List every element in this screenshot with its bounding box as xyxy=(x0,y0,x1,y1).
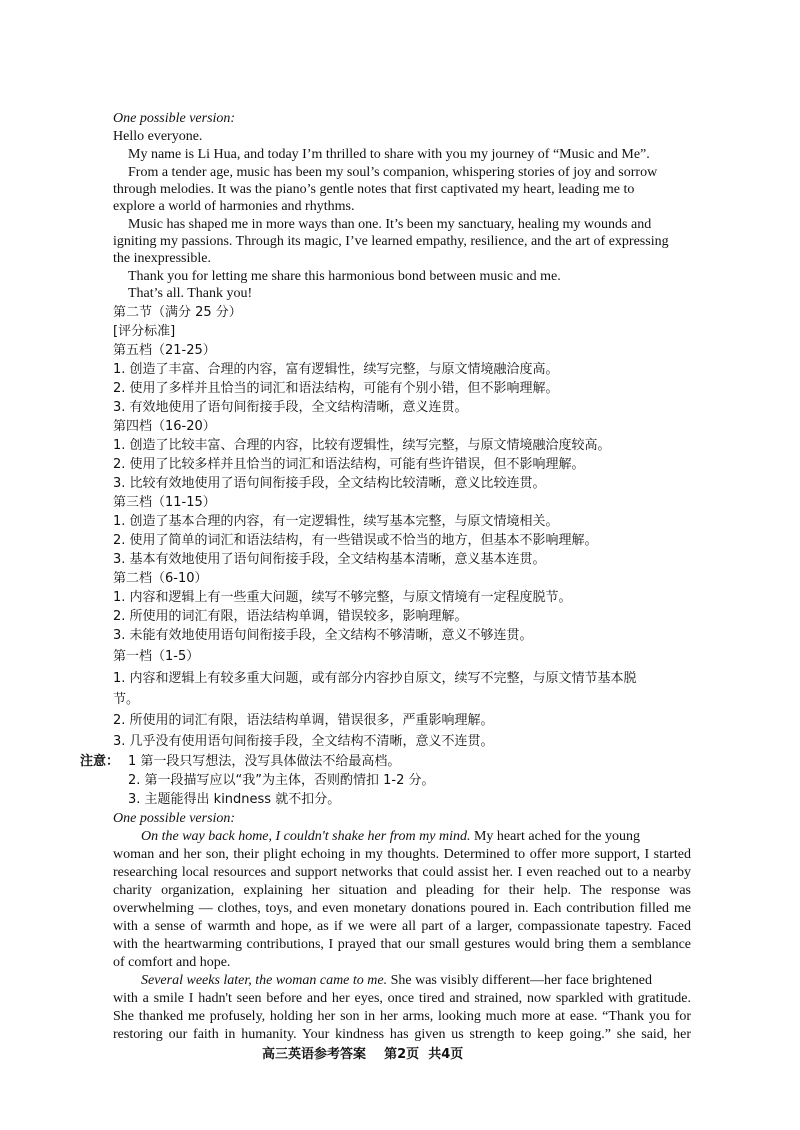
criteria-item: 2. 所使用的词汇有限，语法结构单调，错误很多，严重影响理解。 xyxy=(113,713,494,728)
criteria-item: 3. 比较有效地使用了语句间衔接手段，全文结构比较清晰，意义比较连贯。 xyxy=(113,476,546,491)
p2-lead-sentence: Several weeks later, the woman came to me. xyxy=(141,973,388,988)
criteria-item: 2. 使用了多样并且恰当的词汇和语法结构，可能有个别小错，但不影响理解。 xyxy=(113,381,559,396)
criteria-item: 1. 内容和逻辑上有一些重大问题，续写不够完整，与原文情境有一定程度脱节。 xyxy=(113,590,572,605)
level-heading: 第四档（16-20） xyxy=(113,419,216,434)
note-item: 2. 第一段描写应以“我”为主体，否则酌情扣 1-2 分。 xyxy=(128,773,435,788)
sample1-line: igniting my passions. Through its magic, I’ve learned empathy, resilience, and the art of expressing xyxy=(113,234,669,249)
criteria-item: 1. 创造了比较丰富、合理的内容，比较有逻辑性，续写完整，与原文情境融洽度较高。 xyxy=(113,438,611,453)
criteria-item: 3. 基本有效地使用了语句间衔接手段，全文结构基本清晰，意义基本连贯。 xyxy=(113,552,546,567)
note-item: 1 第一段只写想法，没写具体做法不给最高档。 xyxy=(128,754,401,769)
criteria-item: 3. 几乎没有使用语句间衔接手段，全文结构不清晰，意义不连贯。 xyxy=(113,734,494,749)
level-heading: 第二档（6-10） xyxy=(113,571,208,586)
criteria-item: 1. 内容和逻辑上有较多重大问题，或有部分内容抄自原文，续写不完整，与原文情节基本脱 xyxy=(113,671,637,686)
sample2-p2-first-line xyxy=(141,972,652,990)
criteria-item: 3. 未能有效地使用语句间衔接手段，全文结构不够清晰，意义不够连贯。 xyxy=(113,628,533,643)
sample1-line: through melodies. It was the piano’s gentle notes that first captivated my heart, leading me to xyxy=(113,182,635,197)
p1-first-line-rest: My heart ached for the young xyxy=(470,829,640,844)
criteria-item: 1. 创造了丰富、合理的内容，富有逻辑性，续写完整，与原文情境融洽度高。 xyxy=(113,362,559,377)
sample2-p1-line: with the heartwarming contributions, I prayed that our small gestures would bring them a semblance xyxy=(113,937,691,952)
sample2-p2-line: with a smile I hadn't seen before and her eyes, once tired and strained, now sparkled with gratitude. xyxy=(113,991,691,1006)
criteria-item: 2. 使用了简单的词汇和语法结构，有一些错误或不恰当的地方，但基本不影响理解。 xyxy=(113,533,598,548)
level-heading: 第五档（21-25） xyxy=(113,343,216,358)
criteria-item: 2. 使用了比较多样并且恰当的词汇和语法结构，可能有些许错误，但不影响理解。 xyxy=(113,457,585,472)
criteria-label: [评分标准] xyxy=(113,324,176,339)
notes-label: 注意： xyxy=(80,754,120,769)
criteria-item: 1. 创造了基本合理的内容，有一定逻辑性，续写基本完整，与原文情境相关。 xyxy=(113,514,559,529)
sample1-label: One possible version: xyxy=(113,111,236,126)
p1-lead-sentence: On the way back home, I couldn't shake her from my mind. xyxy=(141,829,471,844)
sample2-p1-line: of comfort and hope. xyxy=(113,955,231,970)
sample1-line: Music has shaped me in more ways than one. It’s been my sanctuary, healing my wounds and xyxy=(128,217,652,232)
sample1-line: My name is Li Hua, and today I’m thrilled to share with you my journey of “Music and Me”. xyxy=(128,147,650,162)
sample1-line: the inexpressible. xyxy=(113,251,211,266)
sample2-label: One possible version: xyxy=(113,811,236,826)
sample1-line: explore a world of harmonies and rhythms. xyxy=(113,199,355,214)
sample1-greeting: Hello everyone. xyxy=(113,129,203,144)
sample2-p2-line: restoring our faith in humanity. Your kindness has given us strength to keep going.” she said, her xyxy=(113,1027,691,1042)
sample2-p1-line: woman and her son, their plight echoing in my thoughts. Determined to offer more support, I started xyxy=(113,847,691,862)
section2-title: 第二节（满分 25 分） xyxy=(113,305,242,320)
sample2-p1-first-line xyxy=(141,828,640,846)
sample2-p1-line: overwhelming — clothes, toys, and even monetary donations poured in. Each contribution filled me xyxy=(113,901,691,916)
sample2-p2-line: She thanked me profusely, holding her son in her arms, looking much more at ease. “Thank you for xyxy=(113,1009,691,1024)
sample2-p1-line: with a sense of warmth and hope, as if we were all part of a larger, compassionate tapestry. Faced xyxy=(113,919,691,934)
criteria-item-continuation: 节。 xyxy=(113,692,140,707)
level-heading: 第一档（1-5） xyxy=(113,649,200,664)
p2-first-line-rest: She was visibly different—her face brightened xyxy=(387,973,652,988)
sample1-line: Thank you for letting me share this harmonious bond between music and me. xyxy=(128,269,561,284)
level-heading: 第三档（11-15） xyxy=(113,495,216,510)
sample1-line: That’s all. Thank you! xyxy=(128,286,253,301)
criteria-item: 2. 所使用的词汇有限，语法结构单调，错误较多，影响理解。 xyxy=(113,609,468,624)
criteria-item: 3. 有效地使用了语句间衔接手段，全文结构清晰，意义连贯。 xyxy=(113,400,468,415)
sample2-p1-line: charity organization, explaining her situation and pleading for their help. The response was xyxy=(113,883,691,898)
note-item: 3. 主题能得出 kindness 就不扣分。 xyxy=(128,792,341,807)
sample1-line: From a tender age, music has been my soul’s companion, whispering stories of joy and sorrow xyxy=(128,165,658,180)
sample2-p1-line: researching local resources and support networks that could assist her. I even reached out to a nearby xyxy=(113,865,691,880)
page-footer: 高三英语参考答案 第2页 共4页 xyxy=(262,1047,464,1062)
